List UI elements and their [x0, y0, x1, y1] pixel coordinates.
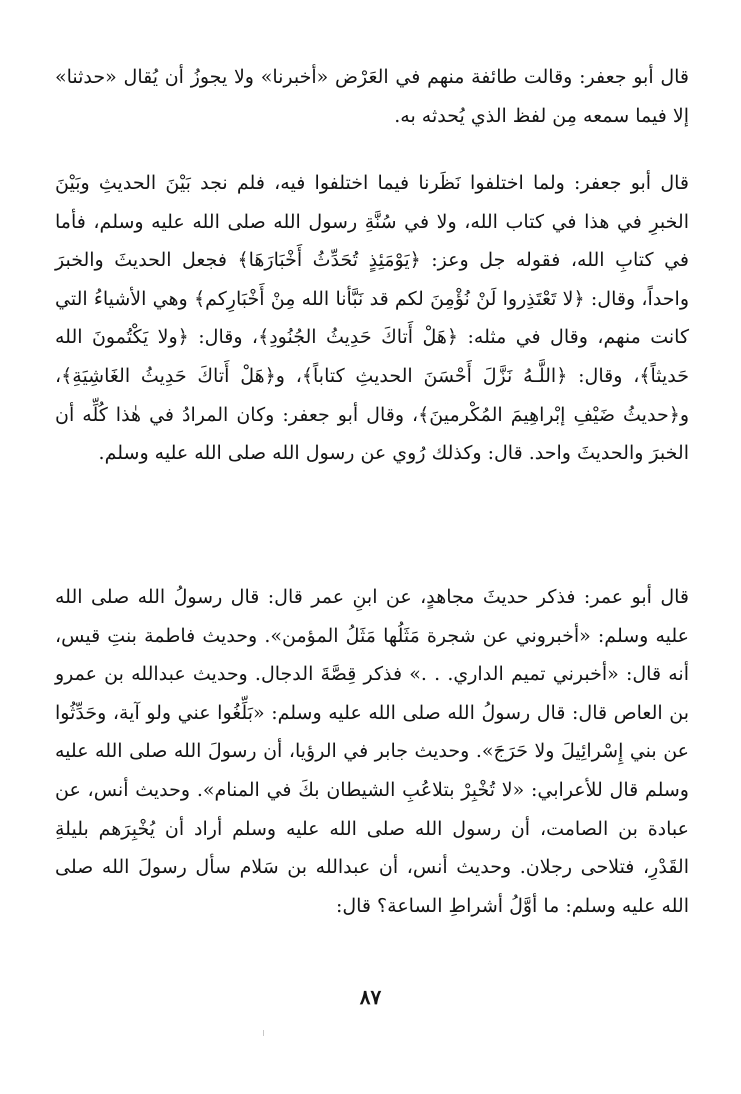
paragraph-3	[55, 578, 689, 925]
paragraph-1	[55, 58, 689, 135]
paragraph-2	[55, 164, 689, 473]
paragraph-3-text: قال أبو عمر: فذكر حديثَ مجاهدٍ، عن ابنِ عمر قال: قال رسولُ الله صلى الله عليه وسلم: «أخبروني عن شجرة مَثَلُها مَثَلُ المؤمن». وحديث فاطمة بنتِ قيس، أنه قال: «أخبرني تميم الداري. . .» فذكر قِصَّةَ الدجال. وحديث عبدالله بن عمرو بن العاص قال: قال رسولُ الله صلى الله عليه وسلم: «بَلِّغُوا عني ولو آية، وحَدِّثُوا عن بني إِسْرائِيلَ ولا حَرَجَ». وحديث جابر في الرؤيا، أن رسولَ الله صلى الله عليه وسلم قال للأعرابي: «لا تُخْبِرْ بتلاعُبِ الشيطان بكَ في المنام». وحديث أنس، عن عبادة بن الصامت، أن رسول الله صلى الله عليه وسلم أراد أن يُخْبِرَهم بليلةِ القَدْرِ، فتلاحى رجلان. وحديث أنس، أن عبدالله بن سَلام سأل رسولَ الله صلى الله عليه وسلم: ما أوَّلُ أشراطِ الساعة؟ قال:	[55, 586, 690, 917]
scan-mark	[263, 1030, 264, 1036]
page-number: ٨٧	[359, 985, 382, 1009]
paragraph-2-text: قال أبو جعفر: ولما اختلفوا نَظَرنا فيما اختلفوا فيه، فلم نجد بَيْنَ الحديثِ وبَيْنَ الخبرِ في هذا في كتاب الله، ولا في سُنَّةِ رسول الله صلى الله عليه وسلم، فأما في كتابِ الله، فقوله جل وعز: ﴿يَوْمَئِذٍ تُحَدِّثُ أَخْبَارَهَا﴾ فجعل الحديثَ والخبرَ واحداً، وقال: ﴿لا تَعْتَذِروا لَنْ نُؤْمِنَ لكم قد نَبَّأنا الله مِنْ أَخْبَارِكم﴾ وهي الأشياءُ التي كانت منهم، وقال في مثله: ﴿هَلْ أَتاكَ حَدِيثُ الجُنُودِ﴾، وقال: ﴿ولا يَكْتُمونَ الله حَديثاً﴾، وقال: ﴿اللَّـهُ نَزَّلَ أَحْسَنَ الحديثِ كتاباً﴾، و﴿هَلْ أَتاكَ حَدِيثُ الغَاشِيَةِ﴾، و﴿حديثُ ضَيْفِ إبْراهِيمَ المُكْرمينَ﴾، وقال أبو جعفر: وكان المرادُ في هٰذا كُلِّه أن الخبرَ والحديثَ واحد. قال: وكذلك رُوي عن رسول الله صلى الله عليه وسلم.	[55, 172, 689, 465]
paragraph-1-text: قال أبو جعفر: وقالت طائفة منهم في العَرْض «أخبرنا» ولا يجوزُ أن يُقال «حدثنا» إلا فيما سمعه مِن لفظ الذي يُحدثه به.	[55, 66, 689, 127]
